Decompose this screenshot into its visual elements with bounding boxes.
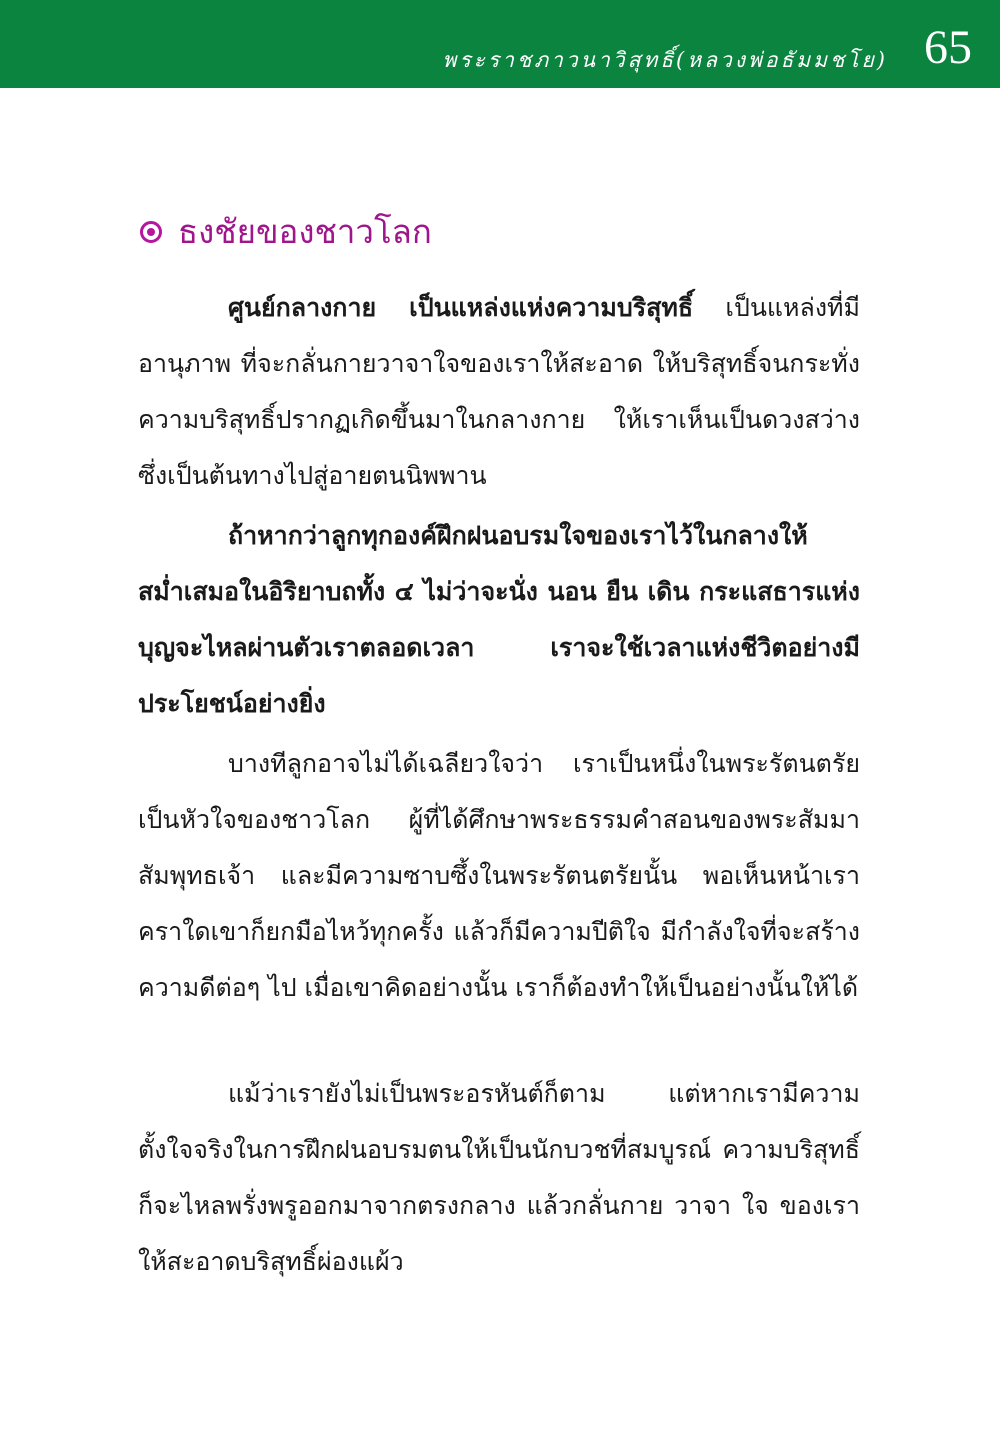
section-heading-text: ธงชัยของชาวโลก: [178, 212, 432, 251]
paragraph-1-bold-lead: ศูนย์กลางกาย เป็นแหล่งแห่งความบริสุทธิ์: [228, 293, 694, 322]
paragraph-4: [138, 1066, 860, 1290]
running-header-title: พระราชภาวนาวิสุทธิ์(หลวงพ่อธัมมชโย): [442, 48, 888, 72]
paragraph-2-body: ถ้าหากว่าลูกทุกองค์ฝึกฝนอบรมใจของเราไว้ในกลางให้สม่ำเสมอในอิริยาบถทั้ง ๔ ไม่ว่าจะนั่ง นอน ยืน เดิน กระแสธารแห่งบุญจะไหลผ่านตัวเราตลอดเวลา เราจะใช้เวลาแห่งชีวิตอย่างมีประโยชน์อย่างยิ่ง: [138, 521, 860, 718]
paragraph-1: [138, 280, 860, 504]
section-heading: [140, 205, 432, 258]
paragraph-3-body: บางทีลูกอาจไม่ได้เฉลียวใจว่า เราเป็นหนึ่งในพระรัตนตรัย เป็นหัวใจของชาวโลก ผู้ที่ได้ศึกษาพระธรรมคำสอนของพระสัมมาสัมพุทธเจ้า และมีความซาบซึ้งในพระรัตนตรัยนั้น พอเห็นหน้าเราคราใดเขาก็ยกมือไหว้ทุกครั้ง แล้วก็มีความปีติใจ มีกำลังใจที่จะสร้างความดีต่อๆ ไป เมื่อเขาคิดอย่างนั้น เราก็ต้องทำให้เป็นอย่างนั้นให้ได้: [138, 749, 860, 1002]
paragraph-1-body: เป็นแหล่งที่มีอานุภาพ ที่จะกลั่นกายวาจาใจของเราให้สะอาด ให้บริสุทธิ์จนกระทั่งความบริสุทธิ์ปรากฏเกิดขึ้นมาในกลางกาย ให้เราเห็นเป็นดวงสว่าง ซึ่งเป็นต้นทางไปสู่อายตนนิพพาน: [138, 293, 860, 490]
paragraph-3: [138, 736, 860, 1016]
paragraph-2: [138, 508, 860, 732]
paragraph-4-body: แม้ว่าเรายังไม่เป็นพระอรหันต์ก็ตาม แต่หากเรามีความตั้งใจจริงในการฝึกฝนอบรมตนให้เป็นนักบวชที่สมบูรณ์ ความบริสุทธิ์ก็จะไหลพรั่งพรูออกมาจากตรงกลาง แล้วกลั่นกาย วาจา ใจ ของเราให้สะอาดบริสุทธิ์ผ่องแผ้ว: [138, 1079, 860, 1276]
header-bar: [0, 0, 1000, 88]
circle-dot-icon: [140, 221, 162, 243]
page-number: 65: [924, 21, 972, 74]
